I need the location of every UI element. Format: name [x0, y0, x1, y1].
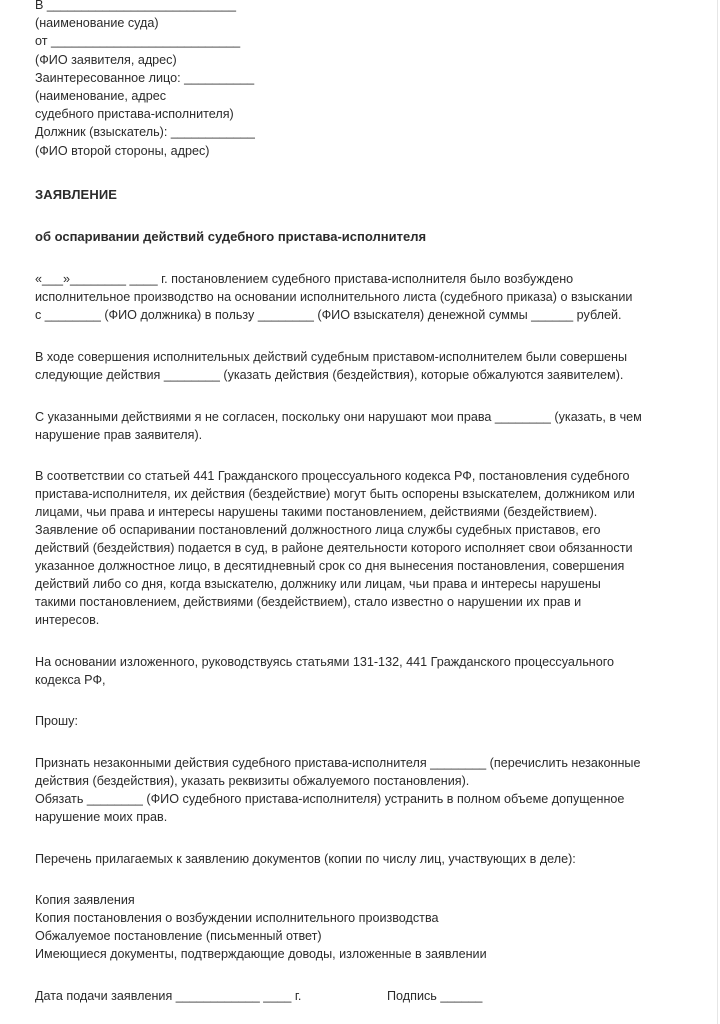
header-line-from: от ___________________________ [35, 34, 241, 49]
paragraph-legal-basis [35, 467, 685, 629]
paragraph-line: действий либо со дня, когда взыскателю, должнику или лицам, чьи права и интересы нарушены [35, 577, 601, 591]
paragraph-line: действия (бездействия), указать реквизиты обжалуемого постановления). [35, 774, 470, 788]
paragraph-actions [35, 348, 685, 384]
paragraph-line: пристава-исполнителя, их действия (бездействие) могут быть оспорены взыскателем, должником или [35, 487, 635, 501]
paragraph-attachments-heading [35, 850, 685, 868]
paragraph-line: нарушение прав заявителя). [35, 428, 203, 442]
paragraph-line: следующие действия ________ (указать действия (бездействия), которые обжалуются заявителем). [35, 368, 624, 382]
paragraph-line: Обязать ________ (ФИО судебного пристава-исполнителя) устранить в полном объеме допущенное [35, 792, 625, 806]
addressee-header [35, 0, 455, 160]
attachments-list [35, 891, 685, 963]
paragraph-request-heading [35, 712, 685, 730]
paragraph-line: В ходе совершения исполнительных действий судебным приставом-исполнителем были совершены [35, 350, 628, 364]
paragraph-line: исполнительное производство на основании исполнительного листа (судебного приказа) о взыскании [35, 290, 633, 304]
paragraph-line: с ________ (ФИО должника) в пользу ________ (ФИО взыскателя) денежной суммы ______ рублей. [35, 308, 622, 322]
header-line-interested-party: Заинтересованное лицо: __________ [35, 70, 255, 85]
paragraph-line: кодекса РФ, [35, 673, 106, 687]
submission-date-line: Дата подачи заявления ____________ ____ г. [35, 989, 302, 1003]
signature-line: Подпись ______ [387, 989, 483, 1003]
header-line-debtor-hint: (ФИО второй стороны, адрес) [35, 143, 210, 158]
paragraph-disagreement [35, 408, 685, 444]
paragraph-proceedings [35, 270, 685, 324]
paragraph-grounds [35, 653, 685, 689]
paragraph-line: такими постановлением, действиями (бездействием), стало известно о нарушении их прав и [35, 595, 582, 609]
paragraph-line: лицами, чьи права и интересы нарушены такими постановлением, действиями (бездействием). [35, 505, 598, 519]
list-item: Имеющиеся документы, подтверждающие доводы, изложенные в заявлении [35, 947, 487, 961]
header-line-debtor: Должник (взыскатель): ____________ [35, 125, 255, 140]
paragraph-line: интересов. [35, 613, 100, 627]
document-subtitle: об оспаривании действий судебного пристава-исполнителя [35, 229, 427, 244]
paragraph-line: нарушение моих прав. [35, 810, 168, 824]
list-item: Копия заявления [35, 893, 135, 907]
paragraph-line: С указанными действиями я не согласен, поскольку они нарушают мои права ________ (указать, в чем [35, 410, 642, 424]
document-title: ЗАЯВЛЕНИЕ [35, 187, 118, 202]
paragraph-line: действий (бездействия) подается в суд, в районе деятельности которого исполняет свои обязанности [35, 541, 633, 555]
header-line-interested-hint-2: судебного пристава-исполнителя) [35, 107, 234, 122]
paragraph-line: «___»________ ____ г. постановлением судебного пристава-исполнителя было возбуждено [35, 272, 574, 286]
list-item: Копия постановления о возбуждении исполнительного производства [35, 911, 439, 925]
paragraph-demands [35, 754, 685, 826]
header-line-from-hint: (ФИО заявителя, адрес) [35, 52, 177, 67]
paragraph-line: Признать незаконными действия судебного пристава-исполнителя ________ (перечислить незаконные [35, 756, 641, 770]
paragraph-line: Перечень прилагаемых к заявлению документов (копии по числу лиц, участвующих в деле): [35, 852, 576, 866]
header-line-interested-hint-1: (наименование, адрес [35, 88, 167, 103]
paragraph-line: В соответствии со статьей 441 Гражданского процессуального кодекса РФ, постановления судебного [35, 469, 630, 483]
paragraph-line: На основании изложенного, руководствуясь статьями 131-132, 441 Гражданского процессуального [35, 655, 615, 669]
list-item: Обжалуемое постановление (письменный ответ) [35, 929, 322, 943]
header-line-court: В ___________________________ [35, 0, 237, 12]
paragraph-line: Заявление об оспаривании постановлений должностного лица службы судебных приставов, его [35, 523, 601, 537]
header-line-court-hint: (наименование суда) [35, 16, 159, 31]
page-edge-divider [717, 0, 718, 1024]
paragraph-line: указанное должностное лицо, в десятидневный срок со дня вынесения постановления, совершения [35, 559, 625, 573]
paragraph-line: Прошу: [35, 714, 78, 728]
